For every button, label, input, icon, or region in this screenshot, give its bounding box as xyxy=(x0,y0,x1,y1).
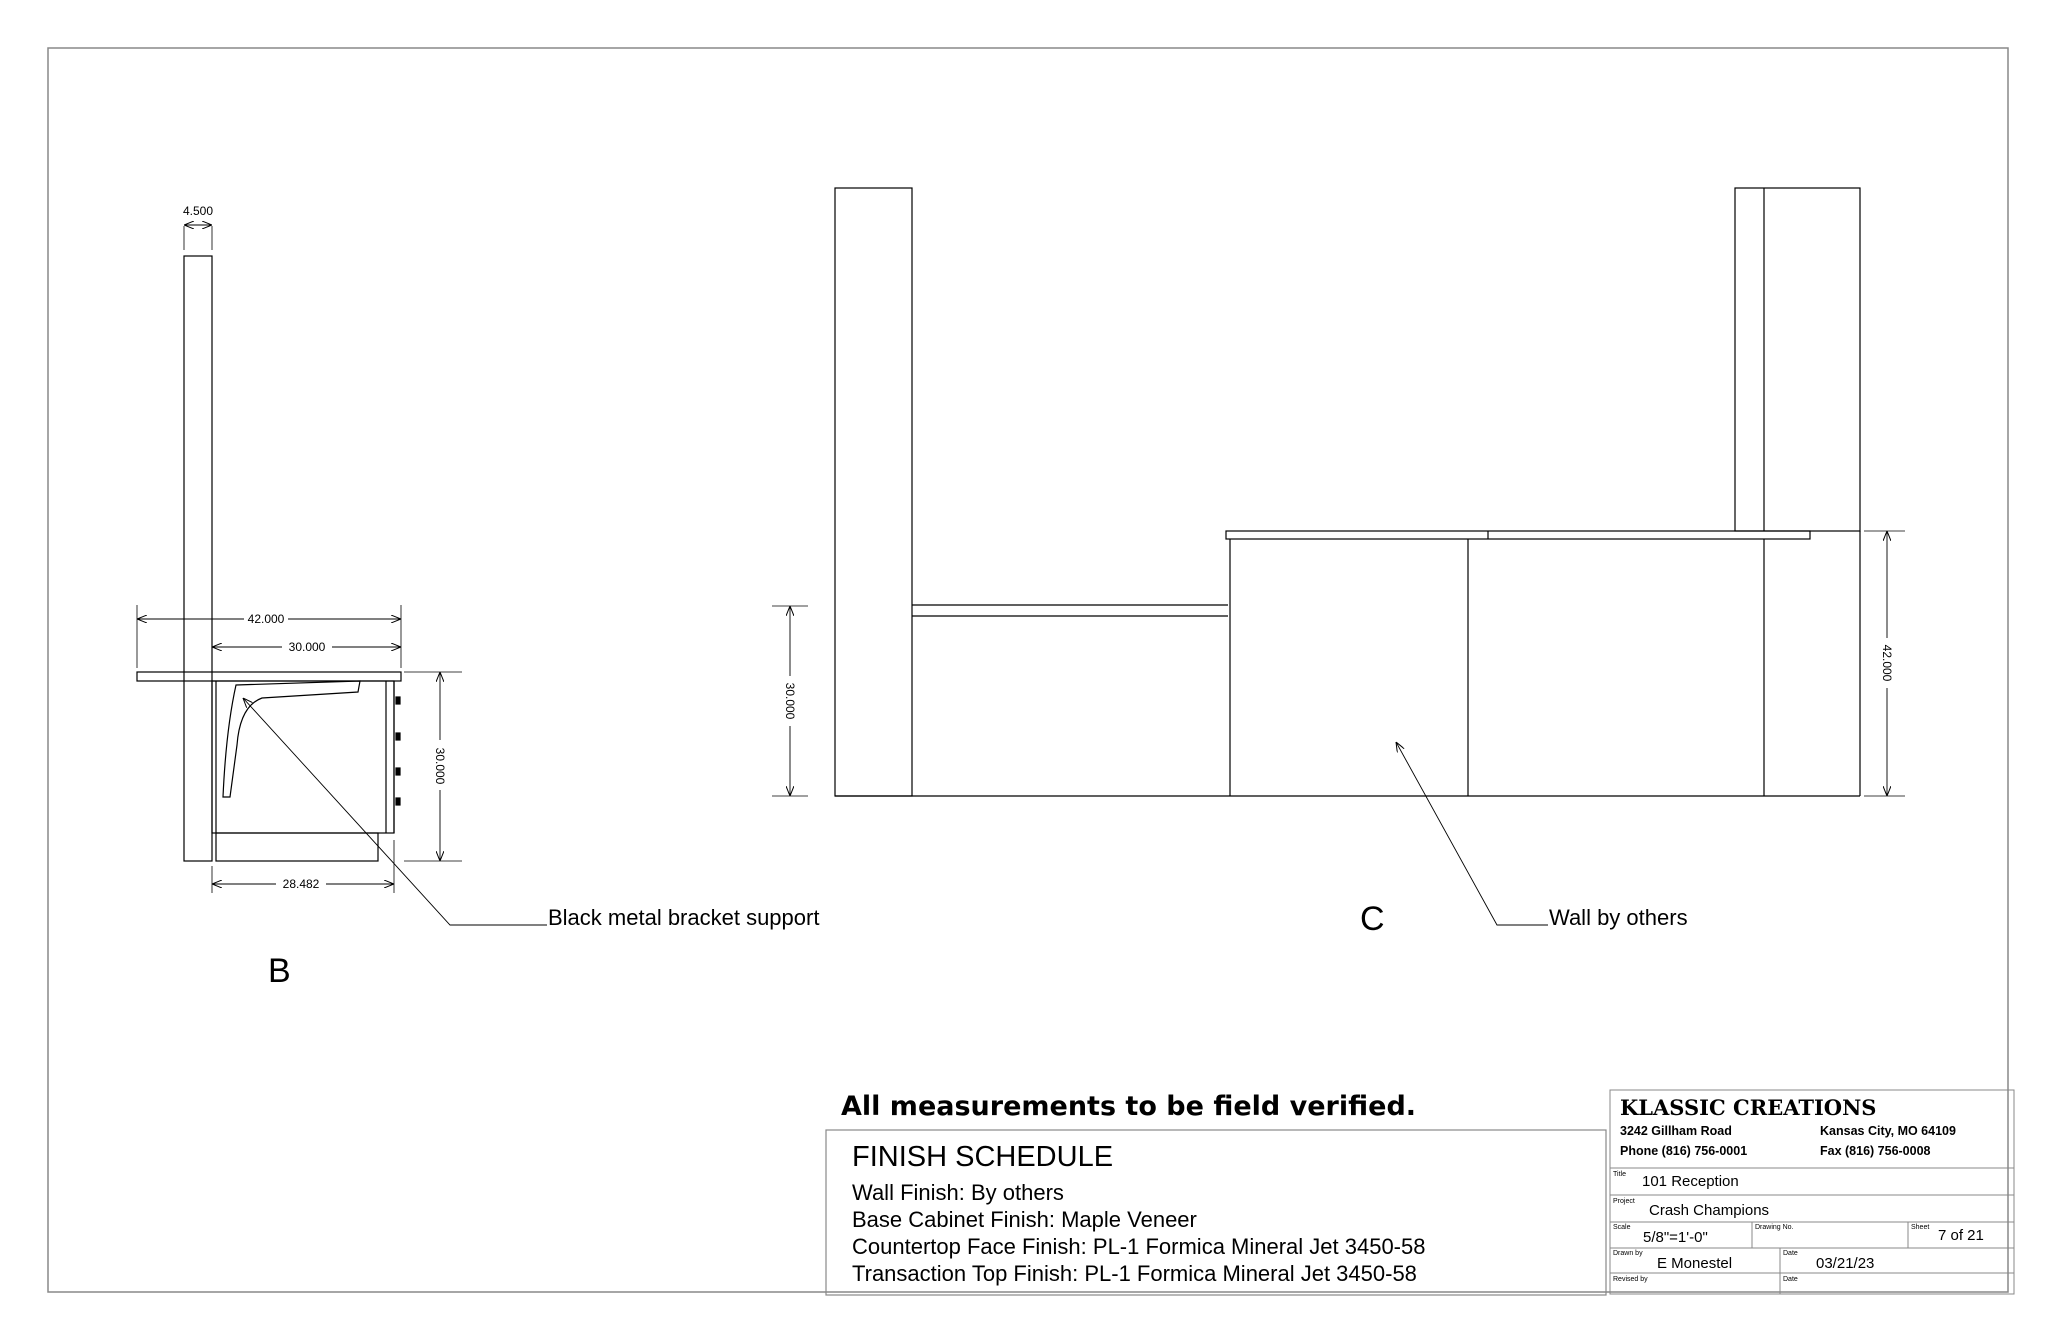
view-c xyxy=(772,188,1905,925)
dim-right-height-label: 42.000 xyxy=(1880,644,1894,682)
title-value: 101 Reception xyxy=(1642,1173,1739,1190)
company-name: KLASSIC CREATIONS xyxy=(1620,1095,1877,1120)
revised-by-label: Revised by xyxy=(1613,1276,1648,1283)
view-b-countertop xyxy=(137,672,401,681)
scale-value: 5/8"=1'-0" xyxy=(1643,1229,1708,1246)
date-value: 03/21/23 xyxy=(1816,1255,1875,1272)
date-label: Date xyxy=(1783,1250,1798,1257)
view-b-pull xyxy=(396,768,400,775)
title-label: Title xyxy=(1613,1171,1626,1178)
view-c-transaction-top xyxy=(1226,531,1810,539)
view-c-left-wall xyxy=(835,188,912,796)
drawing-no-label: Drawing No. xyxy=(1755,1224,1794,1231)
company-phone: Phone (816) 756-0001 xyxy=(1620,1144,1748,1158)
finish-schedule-heading: FINISH SCHEDULE xyxy=(852,1141,1114,1173)
project-value: Crash Champions xyxy=(1649,1202,1770,1219)
view-c-leader xyxy=(1396,742,1548,925)
view-c-label: C xyxy=(1360,900,1385,938)
drawn-by-value: E Monestel xyxy=(1657,1255,1733,1272)
view-b-pull xyxy=(396,733,400,740)
view-b-base xyxy=(216,833,378,861)
finish-line-base-cabinet: Base Cabinet Finish: Maple Veneer xyxy=(852,1207,1197,1232)
finish-line-countertop-face: Countertop Face Finish: PL-1 Formica Mineral Jet 3450-58 xyxy=(852,1234,1426,1259)
finish-line-wall: Wall Finish: By others xyxy=(852,1180,1064,1205)
project-label: Project xyxy=(1613,1198,1635,1205)
dim-top-width-label: 4.500 xyxy=(182,204,214,218)
view-c-right-wall xyxy=(1735,188,1860,531)
view-b-pull xyxy=(396,798,400,805)
view-c-callout: Wall by others xyxy=(1549,905,1688,930)
dim-height-label: 30.000 xyxy=(433,747,447,785)
company-fax: Fax (816) 756-0008 xyxy=(1820,1144,1931,1158)
view-b xyxy=(137,225,547,925)
finish-line-transaction-top: Transaction Top Finish: PL-1 Formica Mineral Jet 3450-58 xyxy=(852,1261,1417,1286)
dim-overall-depth-label: 42.000 xyxy=(247,612,285,626)
dim-cabinet-depth-label: 30.000 xyxy=(288,640,326,654)
company-city: Kansas City, MO 64109 xyxy=(1820,1124,1956,1138)
scale-label: Scale xyxy=(1613,1224,1631,1231)
view-b-callout: Black metal bracket support xyxy=(548,905,820,930)
drawn-by-label: Drawn by xyxy=(1613,1250,1643,1257)
view-b-pull xyxy=(396,697,400,704)
sheet-label: Sheet xyxy=(1911,1224,1930,1231)
view-b-cabinet xyxy=(212,681,394,833)
field-verify-note: All measurements to be field verified. xyxy=(841,1091,1417,1122)
dim-base-depth-label: 28.482 xyxy=(282,877,320,891)
view-b-label: B xyxy=(268,952,291,990)
view-b-wall xyxy=(184,256,212,861)
date2-label: Date xyxy=(1783,1276,1798,1283)
sheet-value: 7 of 21 xyxy=(1938,1227,1984,1244)
company-address: 3242 Gillham Road xyxy=(1620,1124,1732,1138)
dim-left-height-label: 30.000 xyxy=(783,682,797,720)
